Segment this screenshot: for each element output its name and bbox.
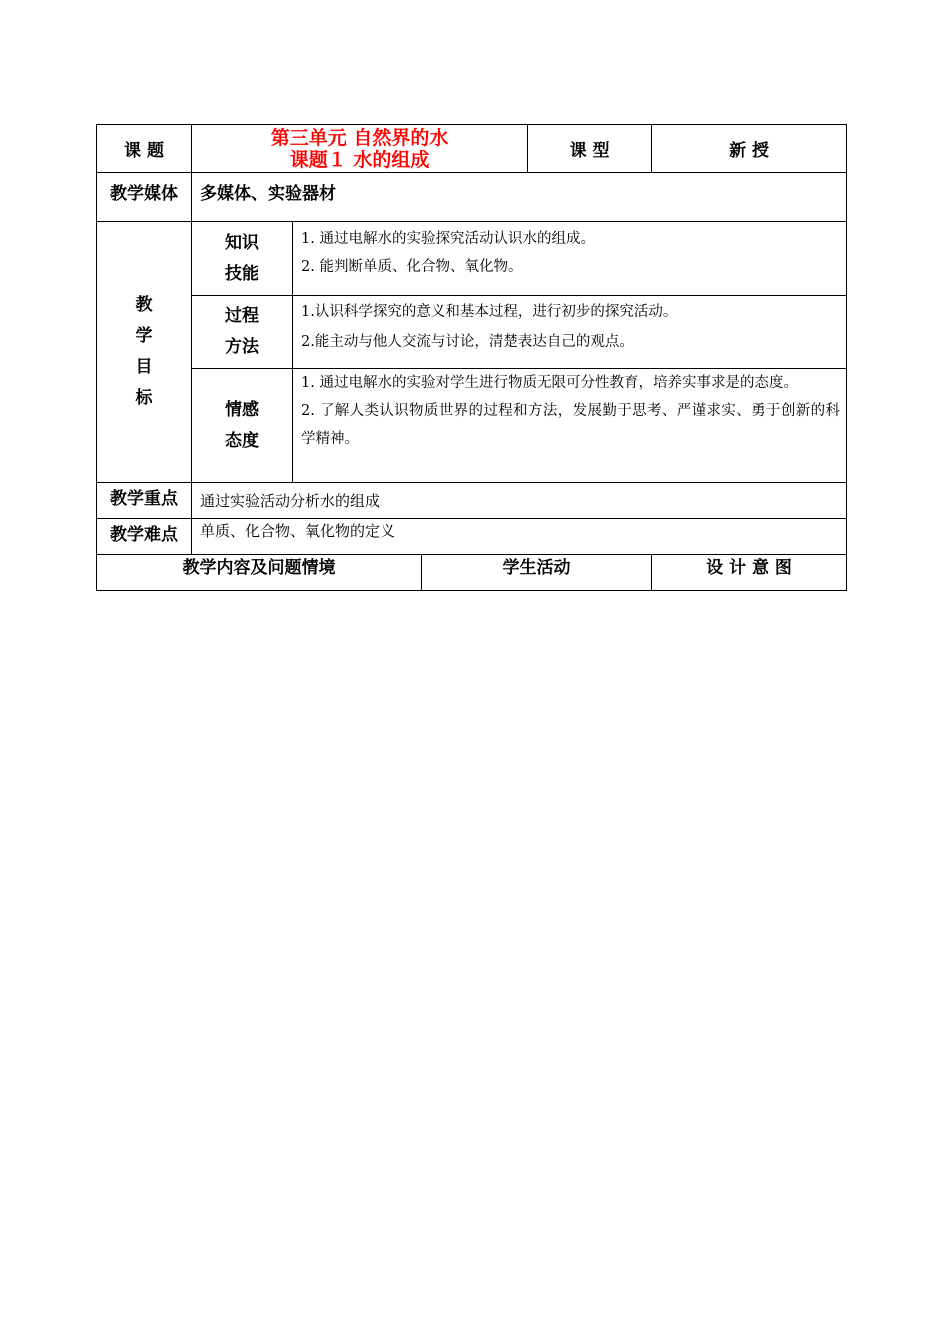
lesson-plan-table	[96, 124, 847, 591]
difficulties-value: 单质、化合物、氧化物的定义	[192, 519, 847, 555]
objective-process-row	[97, 296, 847, 369]
objectives-char-3: 目	[135, 357, 153, 377]
header-row	[97, 125, 847, 173]
attitude-item-1: 1. 通过电解水的实验对学生进行物质无限可分性教育，培养实事求是的态度。	[301, 375, 798, 391]
knowledge-label-line-2: 技能	[225, 263, 259, 284]
attitude-label-line-1: 情感	[225, 399, 259, 420]
process-item-1: 1.认识科学探究的意义和基本过程，进行初步的探究活动。	[301, 304, 678, 320]
objectives-char-2: 学	[135, 326, 153, 346]
media-label: 教学媒体	[97, 173, 192, 222]
attitude-items	[293, 369, 847, 483]
knowledge-item-2: 2. 能判断单质、化合物、氧化物。	[301, 259, 523, 275]
objectives-label	[97, 222, 192, 483]
media-value: 多媒体、实验器材	[192, 173, 847, 222]
content-label: 教学内容及问题情境	[97, 555, 422, 591]
knowledge-item-1: 1. 通过电解水的实验探究活动认识水的组成。	[301, 231, 595, 247]
objective-knowledge-row	[97, 222, 847, 296]
type-value: 新 授	[652, 125, 847, 173]
activity-label: 学生活动	[422, 555, 652, 591]
topic-label: 课 题	[97, 125, 192, 173]
process-label-line-1: 过程	[225, 306, 259, 326]
knowledge-items	[293, 222, 847, 296]
title-line-2: 课题１ 水的组成	[289, 148, 430, 171]
process-label	[192, 296, 293, 369]
lesson-title	[192, 125, 528, 173]
footer-row	[97, 555, 847, 591]
attitude-label	[192, 369, 293, 483]
objectives-char-4: 标	[135, 388, 153, 408]
knowledge-label	[192, 222, 293, 296]
objectives-char-1: 教	[135, 295, 153, 315]
process-label-line-2: 方法	[225, 337, 259, 357]
attitude-item-2: 2. 了解人类认识物质世界的过程和方法，发展勤于思考、严谨求实、勇于创新的科学精神。	[301, 403, 841, 447]
key-points-label: 教学重点	[97, 483, 192, 519]
objective-attitude-row	[97, 369, 847, 483]
design-label: 设 计 意 图	[652, 555, 847, 591]
title-line-1: 第三单元 自然界的水	[270, 126, 449, 149]
difficulties-label: 教学难点	[97, 519, 192, 555]
key-points-row	[97, 483, 847, 519]
difficulties-row	[97, 519, 847, 555]
process-items	[293, 296, 847, 369]
process-item-2: 2.能主动与他人交流与讨论，清楚表达自己的观点。	[301, 334, 634, 350]
attitude-label-line-2: 态度	[225, 430, 259, 451]
key-points-value: 通过实验活动分析水的组成	[192, 483, 847, 519]
type-label: 课 型	[528, 125, 652, 173]
media-row	[97, 173, 847, 222]
knowledge-label-line-1: 知识	[225, 232, 259, 253]
